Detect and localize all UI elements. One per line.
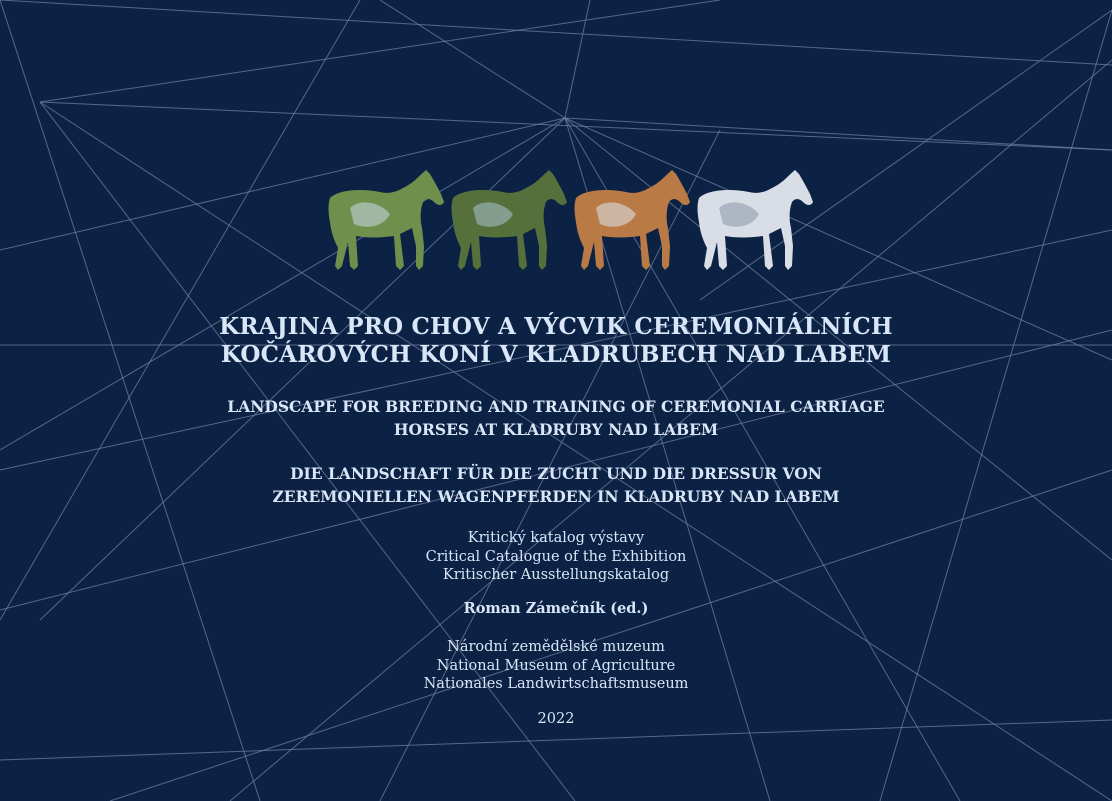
bg-line (0, 0, 360, 620)
bg-line (380, 0, 565, 118)
title-czech (0, 313, 1112, 369)
bg-line (565, 118, 1112, 150)
bg-line (40, 0, 720, 102)
catalogue-subtitle (0, 529, 1112, 585)
horse-icon (329, 170, 445, 270)
title-english-line: LANDSCAPE FOR BREEDING AND TRAINING OF CEREMONIAL CARRIAGE (227, 397, 885, 416)
bg-line (0, 0, 1112, 65)
title-german-line: ZEREMONIELLEN WAGENPFERDEN IN KLADRUBY NAD LABEM (272, 487, 840, 506)
subtitle-line: Kritický katalog výstavy (467, 530, 645, 546)
horse-icon (452, 170, 568, 270)
publisher-line: Nationales Landwirtschaftsmuseum (423, 676, 689, 692)
publisher-line: National Museum of Agriculture (436, 657, 676, 674)
title-czech-line: KOČÁROVÝCH KONÍ V KLADRUBECH NAD LABEM (220, 341, 892, 368)
bg-line (110, 470, 1112, 801)
bg-line (565, 0, 590, 118)
editor-name: Roman Zámečník (ed.) (463, 600, 649, 617)
subtitle-line: Kritischer Ausstellungskatalog (442, 567, 670, 583)
horse-icon (575, 170, 691, 270)
title-german (0, 462, 1112, 508)
horse-silhouettes (320, 168, 820, 278)
subtitle-line: Critical Catalogue of the Exhibition (425, 548, 687, 565)
title-czech-line: KRAJINA PRO CHOV A VÝCVIK CEREMONIÁLNÍCH (219, 313, 893, 340)
publication-year: 2022 (537, 711, 575, 727)
title-english-line: HORSES AT KLADRUBY NAD LABEM (393, 420, 719, 439)
bg-line (40, 102, 1112, 150)
publisher (0, 638, 1112, 694)
publisher-line: Národní zemědělské muzeum (447, 639, 665, 655)
title-german-line: DIE LANDSCHAFT FÜR DIE ZUCHT UND DIE DRESSUR VON (290, 464, 822, 483)
horse-icon (698, 170, 814, 270)
title-english (0, 395, 1112, 441)
